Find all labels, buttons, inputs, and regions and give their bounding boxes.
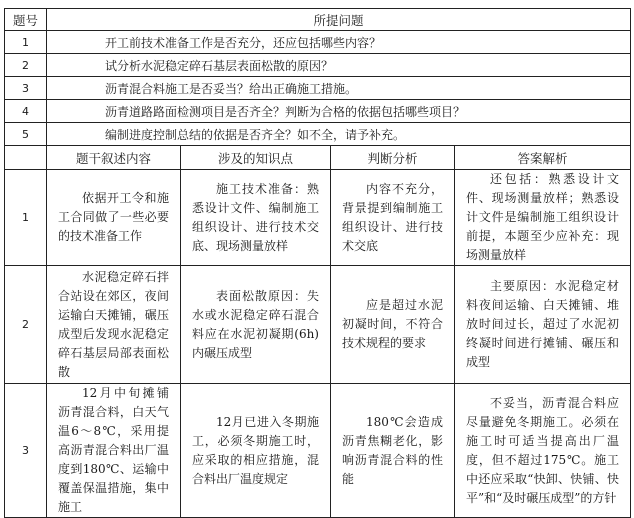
- stem-cell: [47, 384, 181, 518]
- stem-text: 水泥稳定碎石拌合站设在郊区，夜间运输白天摊铺，碾压成型后发现水泥稳定碎石基层局部表面松散: [58, 269, 169, 379]
- answer-cell: [455, 266, 631, 384]
- question-number: 2: [5, 54, 47, 77]
- question-number: 3: [5, 77, 47, 100]
- answer-text: 还包括：熟悉设计文件、现场测量放样；熟悉设计文件是编制施工组织设计前提，本题至少应补充：现场测量放样: [466, 172, 620, 262]
- analysis-table: [4, 8, 631, 518]
- question-text: 编制进度控制总结的依据是否齐全？如不全，请予补充。: [47, 123, 631, 146]
- analysis-row: [5, 170, 631, 266]
- question-text: 开工前技术准备工作是否充分，还应包括哪些内容？: [47, 31, 631, 54]
- judgment-text: 内容不充分，背景提到编制施工组织设计、进行技术交底: [342, 181, 443, 253]
- knowledge-text: 12月已进入冬期施工，必须冬期施工时，应采取的相应措施，混合料出厂温度规定: [192, 414, 319, 486]
- question-row: [5, 100, 631, 123]
- stem-text: 12月中旬摊铺沥青混合料，白天气温6～8℃，采用提高沥青混合料出厂温度到180℃、运输中覆盖保温措施，集中施工: [58, 386, 169, 514]
- question-row: [5, 77, 631, 100]
- judgment-text: 应是超过水泥初凝时间，不符合技术规程的要求: [342, 298, 443, 350]
- answer-text: 主要原因：水泥稳定材料夜间运输、白天摊铺、堆放时间过长，超过了水泥初终凝时间进行摊铺、碾压和成型: [466, 279, 620, 369]
- analysis-number: 2: [5, 266, 47, 384]
- analysis-number: 1: [5, 170, 47, 266]
- analysis-row: [5, 266, 631, 384]
- answer-cell: [455, 384, 631, 518]
- answer-cell: [455, 170, 631, 266]
- question-text: 沥青混合料施工是否妥当？给出正确施工措施。: [47, 77, 631, 100]
- judgment-cell: [331, 266, 455, 384]
- knowledge-cell: [181, 170, 331, 266]
- answer-text: 不妥当，沥青混合料应尽量避免冬期施工。必须在施工时可适当提高出厂温度，但不超过175℃。施工中还应采取“快卸、快铺、快平”和“及时碾压成型”的方针: [466, 395, 620, 505]
- knowledge-text: 表面松散原因：失水或水泥稳定碎石混合料应在水泥初凝期(6h)内碾压成型: [192, 288, 319, 360]
- stem-cell: [47, 266, 181, 384]
- knowledge-text: 施工技术准备：熟悉设计文件、编制施工组织设计、进行技术交底、现场测量放样: [192, 181, 319, 253]
- analysis-header-no: [5, 146, 47, 170]
- question-row: [5, 123, 631, 146]
- analysis-header-judgment: 判断分析: [331, 146, 455, 170]
- judgment-cell: [331, 384, 455, 518]
- question-number: 5: [5, 123, 47, 146]
- judgment-text: 180℃会造成沥青焦糊老化，影响沥青混合料的性能: [342, 414, 443, 486]
- question-number: 1: [5, 31, 47, 54]
- cropped-title-edge: [0, 0, 634, 6]
- question-text: 试分析水泥稳定碎石基层表面松散的原因？: [47, 54, 631, 77]
- analysis-row: [5, 384, 631, 518]
- question-row: [5, 54, 631, 77]
- question-text: 沥青道路路面检测项目是否齐全？判断为合格的依据包括哪些项目？: [47, 100, 631, 123]
- question-row: [5, 31, 631, 54]
- header-no: 题号: [5, 9, 47, 31]
- knowledge-cell: [181, 266, 331, 384]
- analysis-header-row: [5, 146, 631, 170]
- header-question: 所提问题: [47, 9, 631, 31]
- analysis-header-stem: 题干叙述内容: [47, 146, 181, 170]
- analysis-header-answer: 答案解析: [455, 146, 631, 170]
- analysis-header-knowledge: 涉及的知识点: [181, 146, 331, 170]
- knowledge-cell: [181, 384, 331, 518]
- stem-text: 依据开工令和施工合同做了一些必要的技术准备工作: [58, 191, 169, 243]
- stem-cell: [47, 170, 181, 266]
- judgment-cell: [331, 170, 455, 266]
- question-header-row: [5, 9, 631, 31]
- analysis-number: 3: [5, 384, 47, 518]
- question-number: 4: [5, 100, 47, 123]
